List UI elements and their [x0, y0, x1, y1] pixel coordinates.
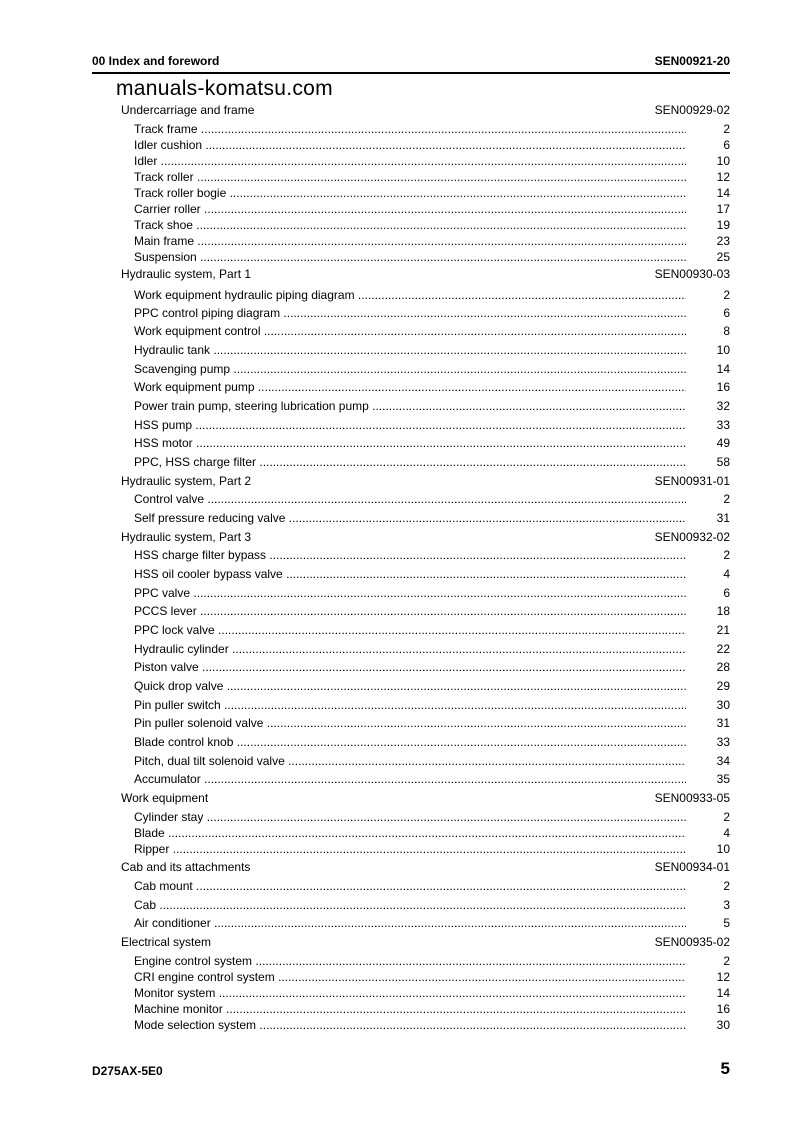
entry-page: 10 [716, 343, 730, 357]
entry-page: 2 [723, 122, 730, 136]
entry-page: 3 [723, 898, 730, 912]
entry-page: 17 [716, 202, 730, 216]
section-code: SEN00929-02 [654, 103, 730, 117]
toc-entry [0, 137, 794, 153]
toc-entry [0, 121, 794, 137]
entry-page: 14 [716, 986, 730, 1000]
section-heading [0, 934, 794, 950]
entry-page: 33 [716, 418, 730, 432]
entry-page: 14 [716, 186, 730, 200]
section-title: Hydraulic system, Part 1 [121, 267, 252, 281]
header-doc-code: SEN00921-20 [654, 54, 730, 68]
section-title: Undercarriage and frame [121, 103, 255, 117]
entry-title: Power train pump, steering lubrication pump ..... [134, 398, 686, 414]
entry-title: PPC control piping diagram ..... [134, 305, 686, 321]
toc-entry [0, 659, 794, 675]
entry-page: 22 [716, 642, 730, 656]
toc-entry [0, 491, 794, 507]
section-title: Cab and its attachments [121, 860, 251, 874]
entry-page: 8 [723, 324, 730, 338]
toc-entry [0, 287, 794, 303]
section-heading [0, 790, 794, 806]
toc-entry [0, 953, 794, 969]
entry-title: PCCS lever ..... [134, 603, 686, 619]
entry-page: 2 [723, 288, 730, 302]
entry-title: Pitch, dual tilt solenoid valve ..... [134, 753, 686, 769]
toc-entry [0, 734, 794, 750]
entry-title: HSS oil cooler bypass valve ..... [134, 566, 686, 582]
entry-page: 4 [723, 567, 730, 581]
entry-title: Mode selection system ..... [134, 1017, 686, 1033]
entry-title: Air conditioner ..... [134, 915, 686, 931]
entry-page: 16 [716, 380, 730, 394]
entry-title: Self pressure reducing valve ..... [134, 510, 686, 526]
entry-page: 6 [723, 138, 730, 152]
toc-entry [0, 603, 794, 619]
entry-title: HSS pump ..... [134, 417, 686, 433]
entry-page: 29 [716, 679, 730, 693]
entry-title: Work equipment control ..... [134, 323, 686, 339]
entry-title: Track shoe ..... [134, 217, 686, 233]
toc-entry [0, 585, 794, 601]
entry-title: PPC valve ..... [134, 585, 686, 601]
entry-title: Blade control knob ..... [134, 734, 686, 750]
entry-page: 49 [716, 436, 730, 450]
toc-entry [0, 878, 794, 894]
entry-title: Piston valve ..... [134, 659, 686, 675]
entry-title: Cab mount ..... [134, 878, 686, 894]
section-code: SEN00933-05 [654, 791, 730, 805]
entry-page: 33 [716, 735, 730, 749]
footer-page-number: 5 [720, 1059, 730, 1078]
entry-page: 4 [723, 826, 730, 840]
watermark: manuals-komatsu.com [116, 77, 333, 100]
section-heading [0, 473, 794, 489]
entry-page: 10 [716, 154, 730, 168]
section-title: Work equipment [121, 791, 209, 805]
entry-page: 25 [716, 250, 730, 264]
entry-title: HSS charge filter bypass ..... [134, 547, 686, 563]
entry-page: 35 [716, 772, 730, 786]
entry-page: 21 [716, 623, 730, 637]
toc-entry [0, 1017, 794, 1033]
entry-title: Main frame ..... [134, 233, 686, 249]
entry-title: Work equipment hydraulic piping diagram ..... [134, 287, 686, 303]
toc-entry [0, 825, 794, 841]
entry-title: Engine control system ..... [134, 953, 686, 969]
section-heading [0, 102, 794, 118]
toc-entry [0, 323, 794, 339]
toc-entry [0, 435, 794, 451]
section-title: Hydraulic system, Part 2 [121, 474, 252, 488]
entry-page: 6 [723, 586, 730, 600]
toc-entry [0, 841, 794, 857]
entry-page: 28 [716, 660, 730, 674]
toc-entry [0, 771, 794, 787]
entry-title: Work equipment pump ..... [134, 379, 686, 395]
entry-title: Idler cushion ..... [134, 137, 686, 153]
entry-page: 2 [723, 492, 730, 506]
entry-title: Pin puller switch ..... [134, 697, 686, 713]
header-chapter-title: 00 Index and foreword [92, 54, 220, 68]
entry-title: Quick drop valve ..... [134, 678, 686, 694]
entry-page: 2 [723, 548, 730, 562]
entry-title: HSS motor ..... [134, 435, 686, 451]
entry-title: Scavenging pump ..... [134, 361, 686, 377]
entry-page: 32 [716, 399, 730, 413]
entry-title: Track roller ..... [134, 169, 686, 185]
entry-title: Ripper ..... [134, 841, 686, 857]
toc-entry [0, 217, 794, 233]
entry-page: 19 [716, 218, 730, 232]
entry-page: 31 [716, 716, 730, 730]
entry-page: 18 [716, 604, 730, 618]
toc-entry [0, 566, 794, 582]
entry-page: 34 [716, 754, 730, 768]
entry-title: Track roller bogie ..... [134, 185, 686, 201]
section-title: Electrical system [121, 935, 212, 949]
toc-entry [0, 342, 794, 358]
section-heading [0, 859, 794, 875]
toc-entry [0, 153, 794, 169]
entry-page: 58 [716, 455, 730, 469]
toc-entry [0, 379, 794, 395]
entry-title: Carrier roller ..... [134, 201, 686, 217]
entry-page: 10 [716, 842, 730, 856]
entry-page: 2 [723, 879, 730, 893]
toc-entry [0, 678, 794, 694]
entry-title: Cylinder stay ..... [134, 809, 686, 825]
section-heading [0, 529, 794, 545]
toc-entry [0, 398, 794, 414]
toc-entry [0, 510, 794, 526]
entry-title: Pin puller solenoid valve ..... [134, 715, 686, 731]
entry-page: 5 [723, 916, 730, 930]
entry-title: Hydraulic cylinder ..... [134, 641, 686, 657]
entry-title: Monitor system ..... [134, 985, 686, 1001]
entry-page: 30 [716, 698, 730, 712]
toc-entry [0, 715, 794, 731]
entry-page: 16 [716, 1002, 730, 1016]
section-code: SEN00932-02 [654, 530, 730, 544]
entry-page: 23 [716, 234, 730, 248]
section-heading [0, 266, 794, 282]
entry-title: Machine monitor ..... [134, 1001, 686, 1017]
section-title: Hydraulic system, Part 3 [121, 530, 252, 544]
entry-title: Suspension ..... [134, 249, 686, 265]
toc-entry [0, 969, 794, 985]
toc-entry [0, 1001, 794, 1017]
toc-entry [0, 305, 794, 321]
entry-title: Control valve ..... [134, 491, 686, 507]
entry-page: 30 [716, 1018, 730, 1032]
toc-entry [0, 622, 794, 638]
header-divider [92, 72, 730, 74]
entry-page: 12 [716, 170, 730, 184]
section-code: SEN00930-03 [654, 267, 730, 281]
entry-page: 12 [716, 970, 730, 984]
entry-title: PPC, HSS charge filter ..... [134, 454, 686, 470]
entry-page: 2 [723, 810, 730, 824]
toc-entry [0, 915, 794, 931]
toc-entry [0, 185, 794, 201]
toc-entry [0, 201, 794, 217]
toc-entry [0, 697, 794, 713]
entry-title: Track frame ..... [134, 121, 686, 137]
entry-page: 31 [716, 511, 730, 525]
toc-entry [0, 897, 794, 913]
toc-entry [0, 233, 794, 249]
entry-title: Blade ..... [134, 825, 686, 841]
footer-model: D275AX-5E0 [92, 1064, 163, 1078]
toc-entry [0, 547, 794, 563]
toc-entry [0, 417, 794, 433]
entry-page: 6 [723, 306, 730, 320]
entry-title: CRI engine control system ..... [134, 969, 686, 985]
toc-entry [0, 809, 794, 825]
entry-title: PPC lock valve ..... [134, 622, 686, 638]
section-code: SEN00935-02 [654, 935, 730, 949]
toc-entry [0, 985, 794, 1001]
entry-title: Idler ..... [134, 153, 686, 169]
toc-entry [0, 361, 794, 377]
entry-page: 2 [723, 954, 730, 968]
section-code: SEN00934-01 [654, 860, 730, 874]
entry-page: 14 [716, 362, 730, 376]
entry-title: Hydraulic tank ..... [134, 342, 686, 358]
toc-entry [0, 169, 794, 185]
toc-entry [0, 454, 794, 470]
toc-entry [0, 641, 794, 657]
entry-title: Cab ..... [134, 897, 686, 913]
toc-entry [0, 753, 794, 769]
entry-title: Accumulator ..... [134, 771, 686, 787]
toc-entry [0, 249, 794, 265]
section-code: SEN00931-01 [654, 474, 730, 488]
